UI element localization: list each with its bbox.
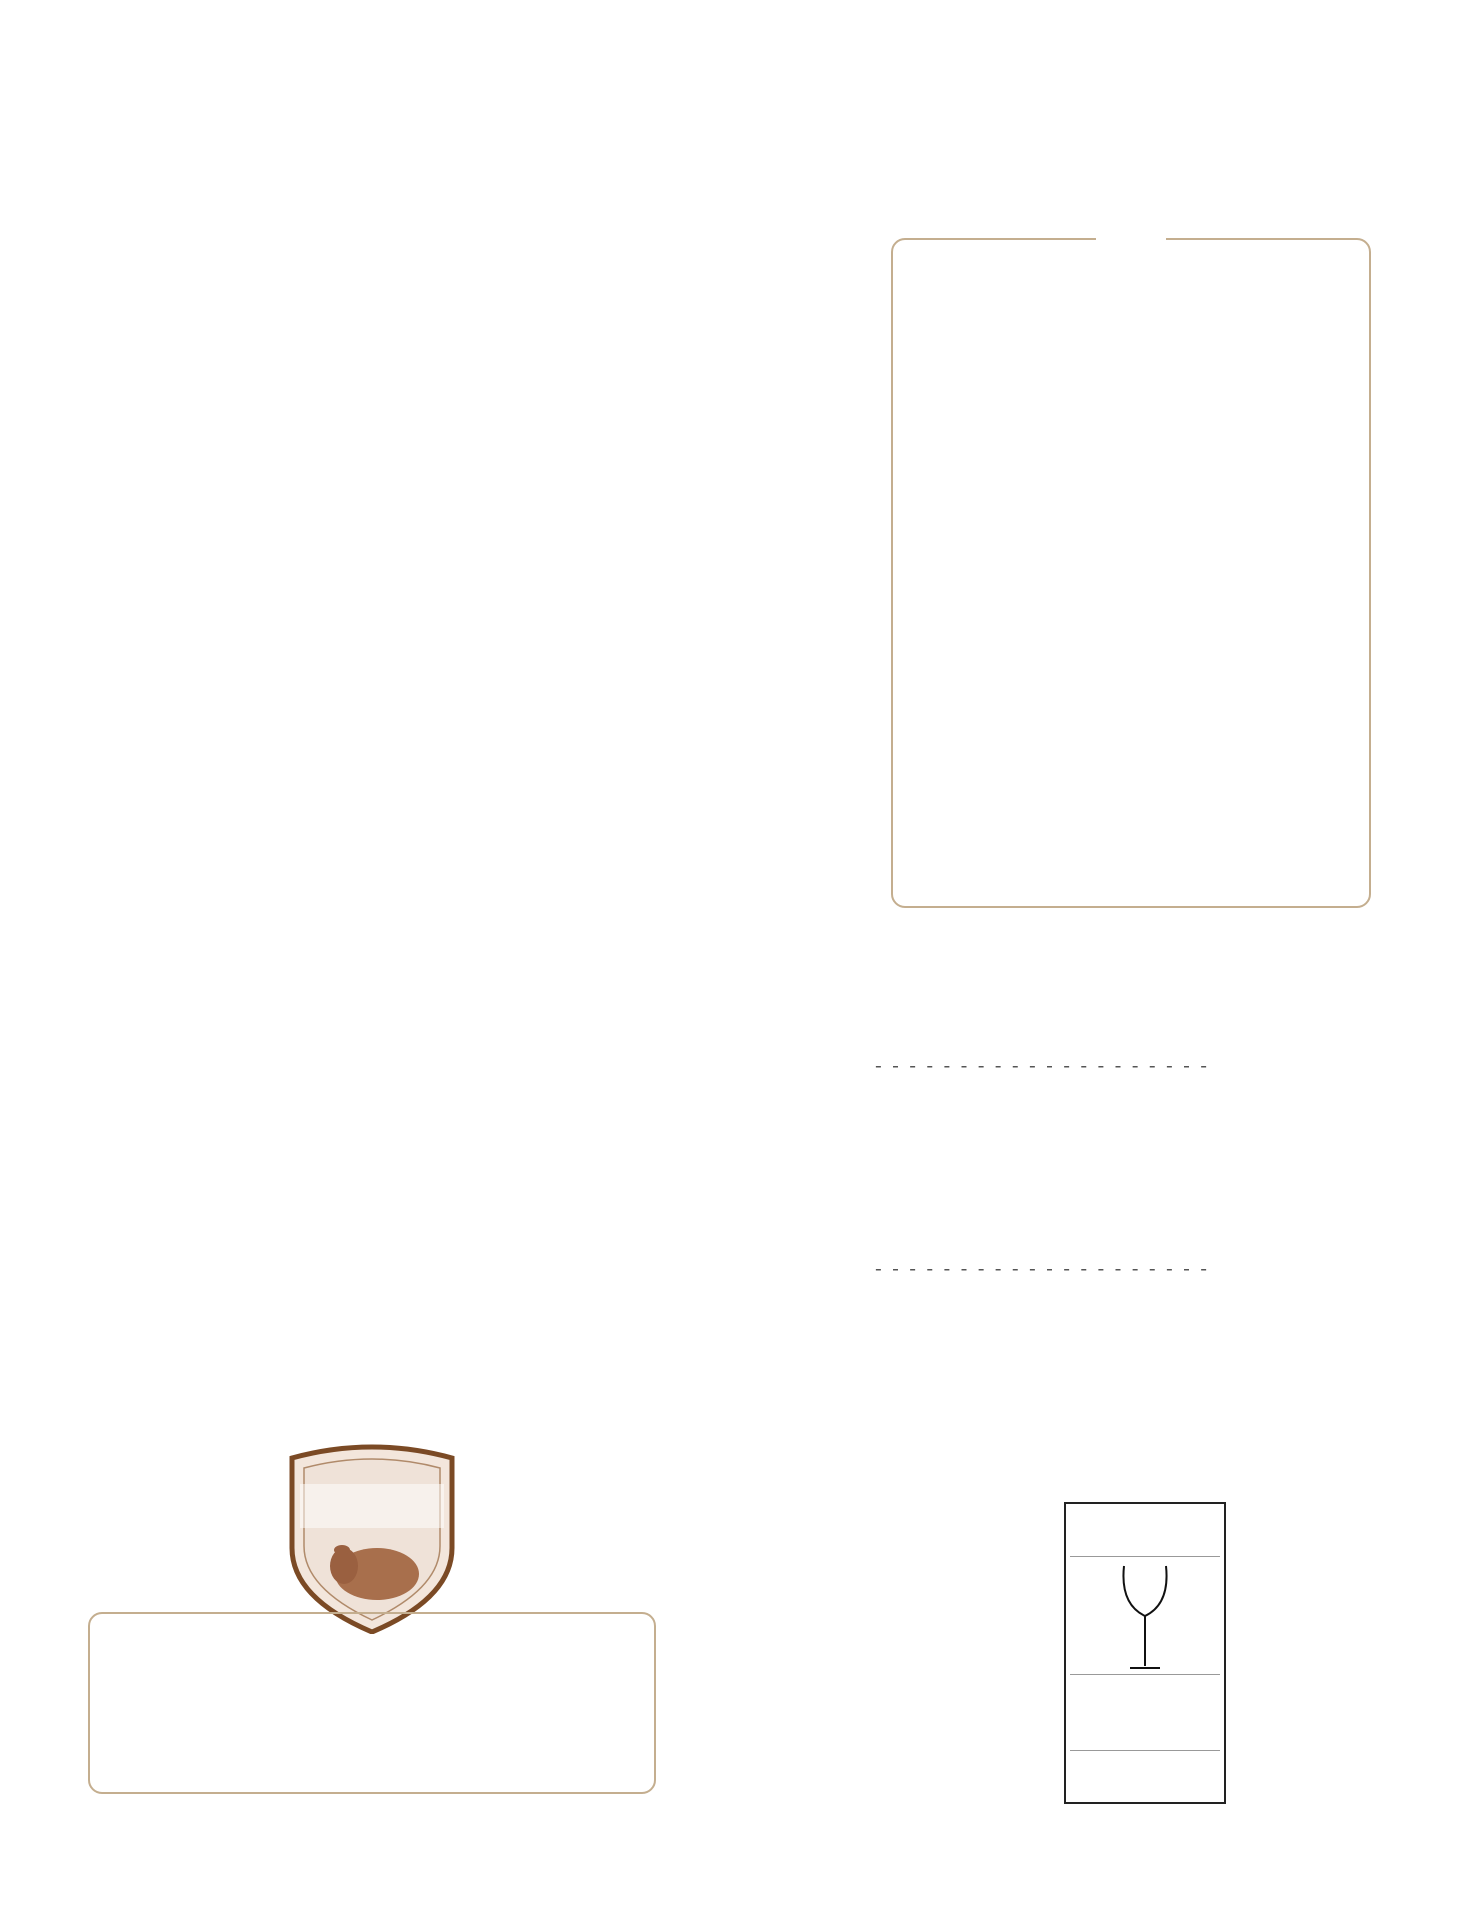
leader-dots: - - - - - - - - - - - - - - - - - - - - — [875, 1256, 1209, 1280]
monogram-logo — [1096, 202, 1166, 252]
award-divider — [1070, 1674, 1220, 1675]
beef-note-box — [88, 1612, 656, 1794]
prix-fixe-box — [891, 238, 1371, 908]
linz-heritage-logo — [282, 1438, 462, 1634]
wine-spectator-award — [1064, 1502, 1226, 1804]
featured-white-row — [869, 1256, 1409, 1280]
wine-glass-icon — [1110, 1564, 1180, 1674]
award-divider — [1070, 1556, 1220, 1557]
leader-dots: - - - - - - - - - - - - - - - - - - - - — [875, 1053, 1209, 1077]
featured-red-row — [869, 1053, 1409, 1077]
award-divider — [1070, 1750, 1220, 1751]
